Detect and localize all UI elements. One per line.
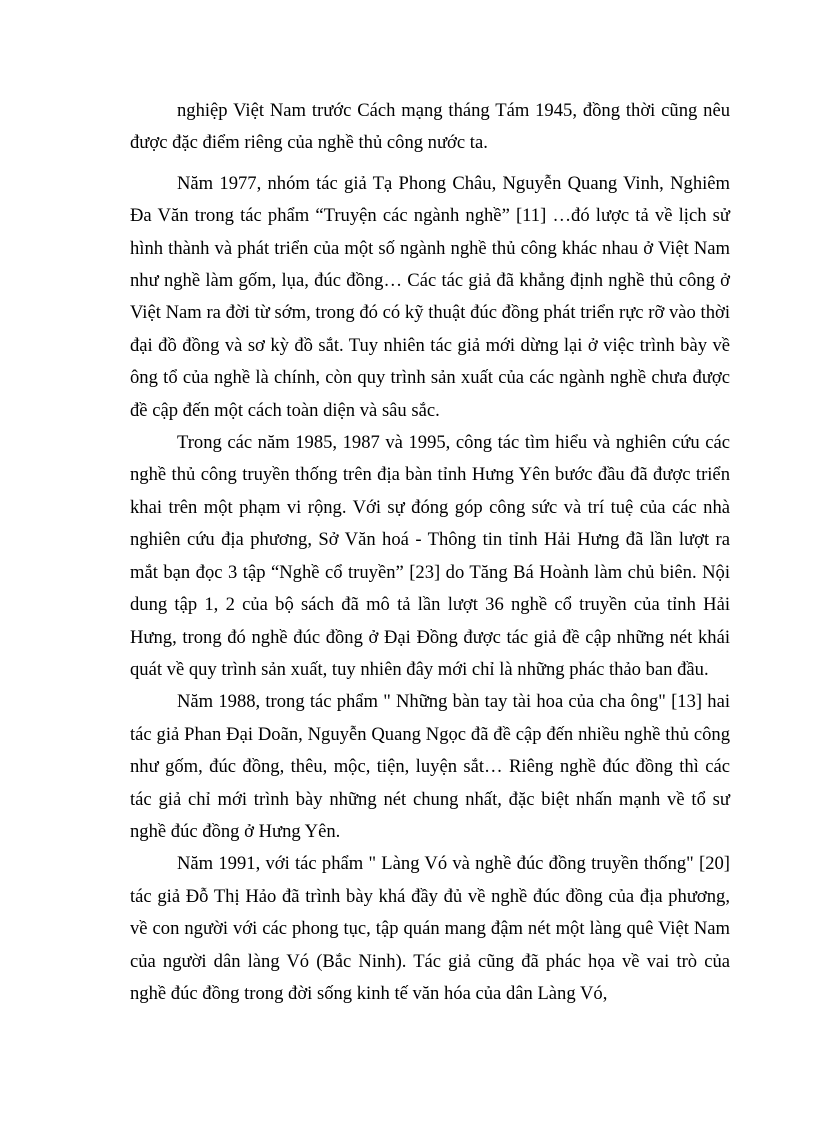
paragraph-1: nghiệp Việt Nam trước Cách mạng tháng Tám 1945, đồng thời cũng nêu được đặc điểm riêng của nghề thủ công nước ta. xyxy=(130,100,730,154)
body-text xyxy=(130,95,730,1010)
paragraph-2: Năm 1977, nhóm tác giả Tạ Phong Châu, Nguyễn Quang Vinh, Nghiêm Đa Văn trong tác phẩm “Truyện các ngành nghề” [11] …đó lược tả về lịch sử hình thành và phát triển của một số ngành nghề thủ công khác nhau ở Việt Nam như nghề làm gốm, lụa, đúc đồng… Các tác giả đã khẳng định nghề thủ công ở Việt Nam ra đời từ sớm, trong đó có kỹ thuật đúc đồng phát triển rực rỡ vào thời đại đồ đồng và sơ kỳ đồ sắt. Tuy nhiên tác giả mới dừng lại ở việc trình bày về ông tổ của nghề là chính, còn quy trình sản xuất của các ngành nghề chưa được đề cập đến một cách toàn diện và sâu sắc. xyxy=(130,172,730,421)
paragraph-4: Năm 1988, trong tác phẩm " Những bàn tay tài hoa của cha ông" [13] hai tác giả Phan Đại Doãn, Nguyễn Quang Ngọc đã đề cập đến nhiều nghề thủ công như gốm, đúc đồng, thêu, mộc, tiện, luyện sắt… Riêng nghề đúc đồng thì các tác giả chỉ mới trình bày những nét chung nhất, đặc biệt nhấn mạnh về tổ sư nghề đúc đồng ở Hưng Yên. xyxy=(130,691,730,842)
paragraph-3: Trong các năm 1985, 1987 và 1995, công tác tìm hiểu và nghiên cứu các nghề thủ công truyền thống trên địa bàn tỉnh Hưng Yên bước đầu đã được triển khai trên một phạm vi rộng. Với sự đóng góp công sức và trí tuệ của các nhà nghiên cứu địa phương, Sở Văn hoá - Thông tin tỉnh Hải Hưng đã lần lượt ra mắt bạn đọc 3 tập “Nghề cổ truyền” [23] do Tăng Bá Hoành làm chủ biên. Nội dung tập 1, 2 của bộ sách đã mô tả lần lượt 36 nghề cổ truyền của tỉnh Hải Hưng, trong đó nghề đúc đồng ở Đại Đồng được tác giả đề cập những nét khái quát về quy trình sản xuất, tuy nhiên đây mới chỉ là những phác thảo ban đầu. xyxy=(130,432,730,680)
paragraph-5: Năm 1991, với tác phẩm " Làng Vó và nghề đúc đồng truyền thống" [20] tác giả Đỗ Thị Hảo đã trình bày khá đầy đủ về nghề đúc đồng của địa phương, về con người với các phong tục, tập quán mang đậm nét một làng quê Việt Nam của người dân làng Vó (Bắc Ninh). Tác giả cũng đã phác họa về vai trò của nghề đúc đồng trong đời sống kinh tế văn hóa của dân Làng Vó, xyxy=(130,853,730,1004)
